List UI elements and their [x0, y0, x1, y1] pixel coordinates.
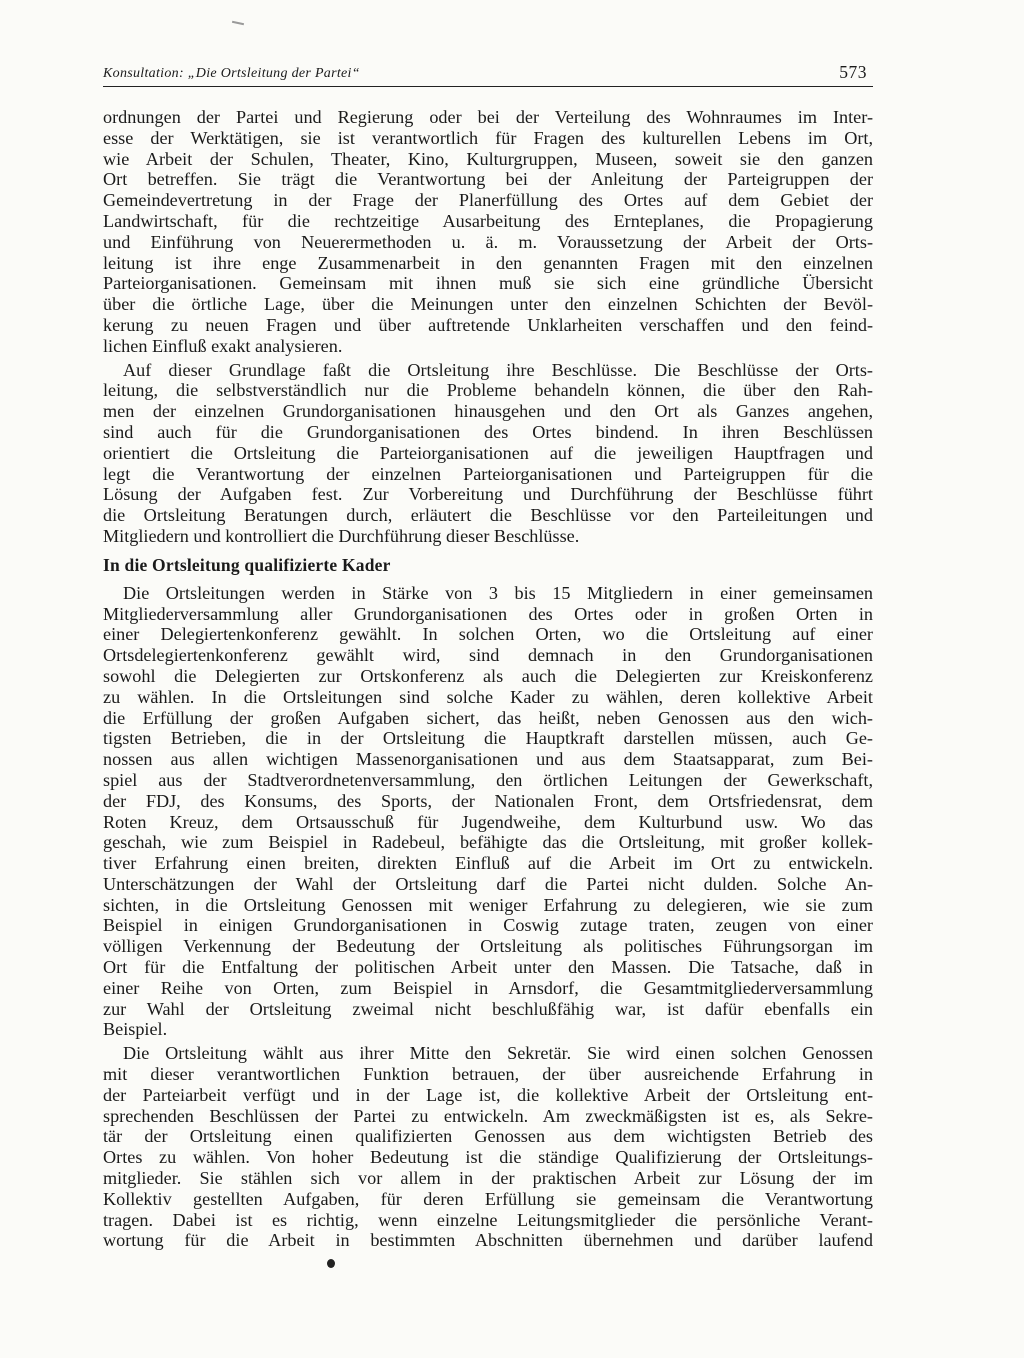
- text-line: Roten Kreuz, dem Ortsausschuß für Jugendweihe, dem Kulturbund usw. Wo das: [103, 811, 873, 832]
- paragraphs-after-heading: [103, 583, 873, 1252]
- text-line: und Einführung von Neuerermethoden u. ä. m. Voraussetzung der Arbeit der Orts-: [103, 231, 873, 252]
- text-line: Die Ortsleitung wählt aus ihrer Mitte den Sekretär. Sie wird einen solchen Genossen: [123, 1043, 873, 1064]
- text-line: Ortsdelegiertenkonferenz gewählt wird, sind demnach in den Grundorganisationen: [103, 645, 873, 666]
- text-line: über die örtliche Lage, über die Meinungen unter den einzelnen Schichten der Bevöl-: [103, 294, 873, 315]
- text-line: der Parteiarbeit verfügt und in der Lage ist, die kollektive Arbeit der Ortsleitung ent-: [103, 1084, 873, 1105]
- text-line: tiver Erfahrung einen breiten, direkten Einfluß auf die Arbeit im Ort zu entwickeln.: [103, 853, 873, 874]
- text-line: Unterschätzungen der Wahl der Ortsleitung darf die Partei nicht dulden. Solche An-: [103, 873, 873, 894]
- text-line: mitglieder. Sie stählen sich vor allem in der praktischen Arbeit zur Lösung der im: [103, 1168, 873, 1189]
- text-line: legt die Verantwortung der einzelnen Parteiorganisationen und Parteigruppen für die: [103, 463, 873, 484]
- text-line: zur Wahl der Ortsleitung zweimal nicht beschlußfähig war, ist dafür ebenfalls ein: [103, 998, 873, 1019]
- text-line: zu wählen. In die Ortsleitungen sind solche Kader zu wählen, deren kollektive Arbeit: [103, 686, 873, 707]
- body-text: [103, 107, 873, 1251]
- text-line: der FDJ, des Konsums, des Sports, der Nationalen Front, dem Ortsfriedensrat, dem: [103, 790, 873, 811]
- footer-dot: [327, 1259, 335, 1268]
- text-line: Ortes zu wählen. Von hoher Bedeutung ist die ständige Qualifizierung der Ortsleitungs-: [103, 1147, 873, 1168]
- text-line: mit dieser verantwortlichen Funktion betrauen, der über ausreichende Erfahrung in: [103, 1064, 873, 1085]
- section-heading: In die Ortsleitung qualifizierte Kader: [103, 554, 391, 575]
- document-page: [103, 60, 873, 1251]
- text-line: Lösung der Aufgaben fest. Zur Vorbereitung und Durchführung der Beschlüsse führt: [103, 484, 873, 505]
- text-line: leitung ist ihre enge Zusammenarbeit in den genannten Fragen mit den einzelnen: [103, 252, 873, 273]
- text-line: die Erfüllung der großen Aufgaben sichert, das heißt, neben Genossen aus den wich-: [103, 707, 873, 728]
- paragraph: [103, 1043, 873, 1251]
- text-line: völligen Verkennung der Bedeutung der Ortsleitung als politisches Führungsorgan im: [103, 936, 873, 957]
- text-line: tragen. Dabei ist es richtig, wenn einzelne Leitungsmitglieder die persönliche Verant-: [103, 1209, 873, 1230]
- text-line: nossen aus allen wichtigen Massenorganisationen und aus dem Staatsapparat, zum Bei-: [103, 749, 873, 770]
- paragraph: [103, 360, 873, 547]
- text-line: spiel aus der Stadtverordnetenversammlung, den örtlichen Leitungen der Gewerkschaft,: [103, 769, 873, 790]
- text-line: esse der Werktätigen, sie ist verantwortlich für Fragen des kulturellen Lebens im Ort,: [103, 127, 873, 148]
- text-line: orientiert die Ortsleitung die Parteiorganisationen auf die jeweiligen Hauptfragen und: [103, 442, 873, 463]
- text-line: Mitgliedern und kontrolliert die Durchführung dieser Beschlüsse.: [103, 525, 580, 546]
- text-line: Parteiorganisationen. Gemeinsam mit ihnen muß sie sich eine gründliche Übersicht: [103, 273, 873, 294]
- text-line: Gemeindevertretung in der Frage der Planerfüllung des Ortes auf dem Gebiet der: [103, 190, 873, 211]
- text-line: sprechenden Beschlüssen der Partei zu entwickeln. Am zweckmäßigsten ist es, als Sekre-: [103, 1105, 873, 1126]
- page-number: 573: [839, 62, 867, 82]
- text-line: Beispiel in einigen Grundorganisationen in Coswig zutage traten, zeugen von einer: [103, 915, 873, 936]
- text-line: die Ortsleitung Beratungen durch, erläutert die Beschlüsse vor den Parteileitungen und: [103, 505, 873, 526]
- text-line: leitung, die selbstverständlich nur die Probleme behandeln können, die über den Rah-: [103, 380, 873, 401]
- text-line: tigsten Betrieben, die in der Ortsleitung die Hauptkraft darstellen müssen, auch Ge-: [103, 728, 873, 749]
- text-line: Die Ortsleitungen werden in Stärke von 3 bis 15 Mitgliedern in einer gemeinsamen: [123, 582, 873, 603]
- text-line: sowohl die Delegierten zur Ortskonferenz als auch die Delegierten zur Kreiskonferenz: [103, 665, 873, 686]
- text-line: kerung zu neuen Fragen und über auftretende Unklarheiten verschaffen und den feind-: [103, 314, 873, 335]
- text-line: Ort betreffen. Sie trägt die Verantwortung bei der Anleitung der Parteigruppen der: [103, 169, 873, 190]
- text-line: sichten, in die Ortsleitung Genossen mit weniger Erfahrung zu delegieren, wie sie zum: [103, 894, 873, 915]
- text-line: Ort für die Entfaltung der politischen Arbeit unter den Massen. Die Tatsache, daß in: [103, 957, 873, 978]
- text-line: men der einzelnen Grundorganisationen hinausgehen und den Ort als Ganzes angehen,: [103, 401, 873, 422]
- page-header: [103, 60, 873, 87]
- paragraph: [103, 583, 873, 1041]
- text-line: einer Delegiertenkonferenz gewählt. In solchen Orten, wo die Ortsleitung auf einer: [103, 624, 873, 645]
- text-line: geschah, wie zum Beispiel in Radebeul, befähigte das die Ortsleitung, mit großer kollek-: [103, 832, 873, 853]
- paragraph: [103, 107, 873, 357]
- text-line: einer Reihe von Orten, zum Beispiel in Arnsdorf, die Gesamtmitgliederversammlung: [103, 977, 873, 998]
- text-line: Auf dieser Grundlage faßt die Ortsleitung ihre Beschlüsse. Die Beschlüsse der Orts-: [123, 359, 873, 380]
- running-head: Konsultation: „Die Ortsleitung der Partei“: [103, 66, 360, 81]
- text-line: wortung für die Arbeit in bestimmten Abschnitten übernehmen und darüber laufend: [103, 1230, 873, 1251]
- text-line: Landwirtschaft, für die rechtzeitige Ausarbeitung des Ernteplanes, die Propagierung: [103, 210, 873, 231]
- text-line: Kollektiv gestellten Aufgaben, für deren Erfüllung sie gemeinsam die Verantwortung: [103, 1188, 873, 1209]
- text-line: Beispiel.: [103, 1019, 168, 1040]
- text-line: Mitgliederversammlung aller Grundorganisationen des Ortes oder in großen Orten in: [103, 603, 873, 624]
- text-line: tär der Ortsleitung einen qualifizierten Genossen aus dem wichtigsten Betrieb des: [103, 1126, 873, 1147]
- text-line: wie Arbeit der Schulen, Theater, Kino, Kulturgruppen, Museen, soweit sie den ganzen: [103, 148, 873, 169]
- text-line: sind auch für die Grundorganisationen des Ortes bindend. In ihren Beschlüssen: [103, 421, 873, 442]
- paragraphs-before-heading: [103, 107, 873, 547]
- text-line: lichen Einfluß exakt analysieren.: [103, 335, 343, 356]
- scan-mark: [232, 21, 244, 25]
- text-line: ordnungen der Partei und Regierung oder bei der Verteilung des Wohnraumes im Inter-: [103, 107, 873, 127]
